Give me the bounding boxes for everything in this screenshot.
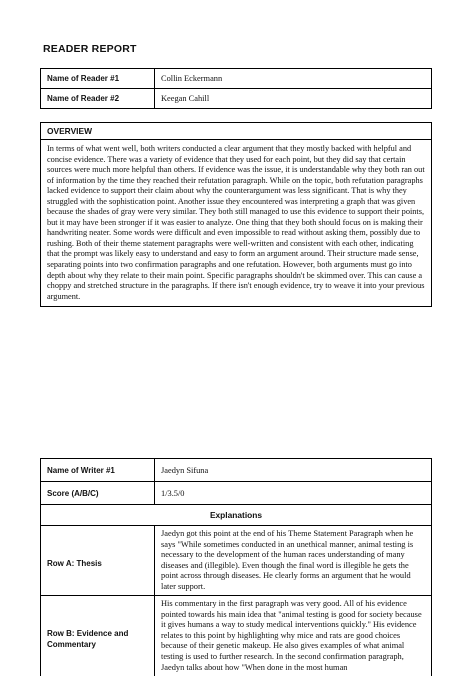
overview-heading: OVERVIEW: [41, 123, 431, 140]
report-title: READER REPORT: [43, 43, 137, 55]
overview-text: In terms of what went well, both writers conducted a clear argument that they mostly backed with helpful and concise evidence. There was a variety of evidence that they used for each point, but they did say that certain sources were much more helpful than others. If evidence was the issue, it is understandable why they both ran out of information by the time they reached their refutation paragraph. While on the topic, both refutation paragraphs lacked evidence to support their claim about why the counterargument was less significant. That is why they struggled with the sophistication point. Another issue they encountered was interpreting a graph that was given because the shades of gray were very similar. They both still managed to use this evidence to support their points, but it may have been stronger if it was easier to analyze. One thing that they both should focus on is making their handwriting neater. Some words were difficult and even impossible to read without asking them, possibly due to rushing. Both of their theme statement paragraphs were well-written and consistent with each other, indicating that the prompt was likely easy to understand and easy to form an argument around. Their structure made sense, separating points into two confirmation paragraphs and one refutation. However, both arguments must go into depth about why they relate to their main point. Specific paragraphs shouldn't be skimmed over. This can cause a choppy and stretched structure in the paragraphs. If there isn't enough evidence, try to weave it into your previous argument.: [47, 144, 425, 301]
row-b: [41, 596, 432, 676]
row-a-text: Jaedyn got this point at the end of his Theme Statement Paragraph when he says "While sometimes conducted in an unethical manner, animal testing is necessary to the development of the human races understanding of many diseases and (illegible). Even though the final word is illegible he gets the point across through diseases. He clearly forms an argument that he would later support.: [155, 526, 432, 596]
reader-2-value: Keegan Cahill: [155, 89, 432, 109]
reader-row-2: [41, 89, 432, 109]
row-a-label: Row A: Thesis: [41, 526, 155, 596]
readers-table: [40, 68, 432, 109]
writer-name-value: Jaedyn Sifuna: [155, 459, 432, 482]
writer-table: [40, 458, 432, 676]
reader-2-label: Name of Reader #2: [41, 89, 155, 109]
explanations-row: [41, 505, 432, 526]
writer-name-label: Name of Writer #1: [41, 459, 155, 482]
score-row: [41, 482, 432, 505]
writer-name-row: [41, 459, 432, 482]
score-label: Score (A/B/C): [41, 482, 155, 505]
score-value: 1/3.5/0: [155, 482, 432, 505]
row-a: [41, 526, 432, 596]
row-b-label: Row B: Evidence and Commentary: [41, 596, 155, 676]
row-b-text: His commentary in the first paragraph was very good. All of his evidence pointed towards his main idea that "animal testing is good for society because it gives humans a way to study medical interventions quickly." His evidence relates to this point by highlighting why mice and rats are good choices because of their genetic makeup. He also gives examples of what animal testing is used to further research. In the second confirmation paragraph, Jaedyn talks about how "When done in the most human: [155, 596, 432, 676]
reader-row-1: [41, 69, 432, 89]
reader-1-value: Collin Eckermann: [155, 69, 432, 89]
explanations-heading: Explanations: [41, 505, 432, 526]
reader-1-label: Name of Reader #1: [41, 69, 155, 89]
overview-box: [40, 122, 432, 307]
